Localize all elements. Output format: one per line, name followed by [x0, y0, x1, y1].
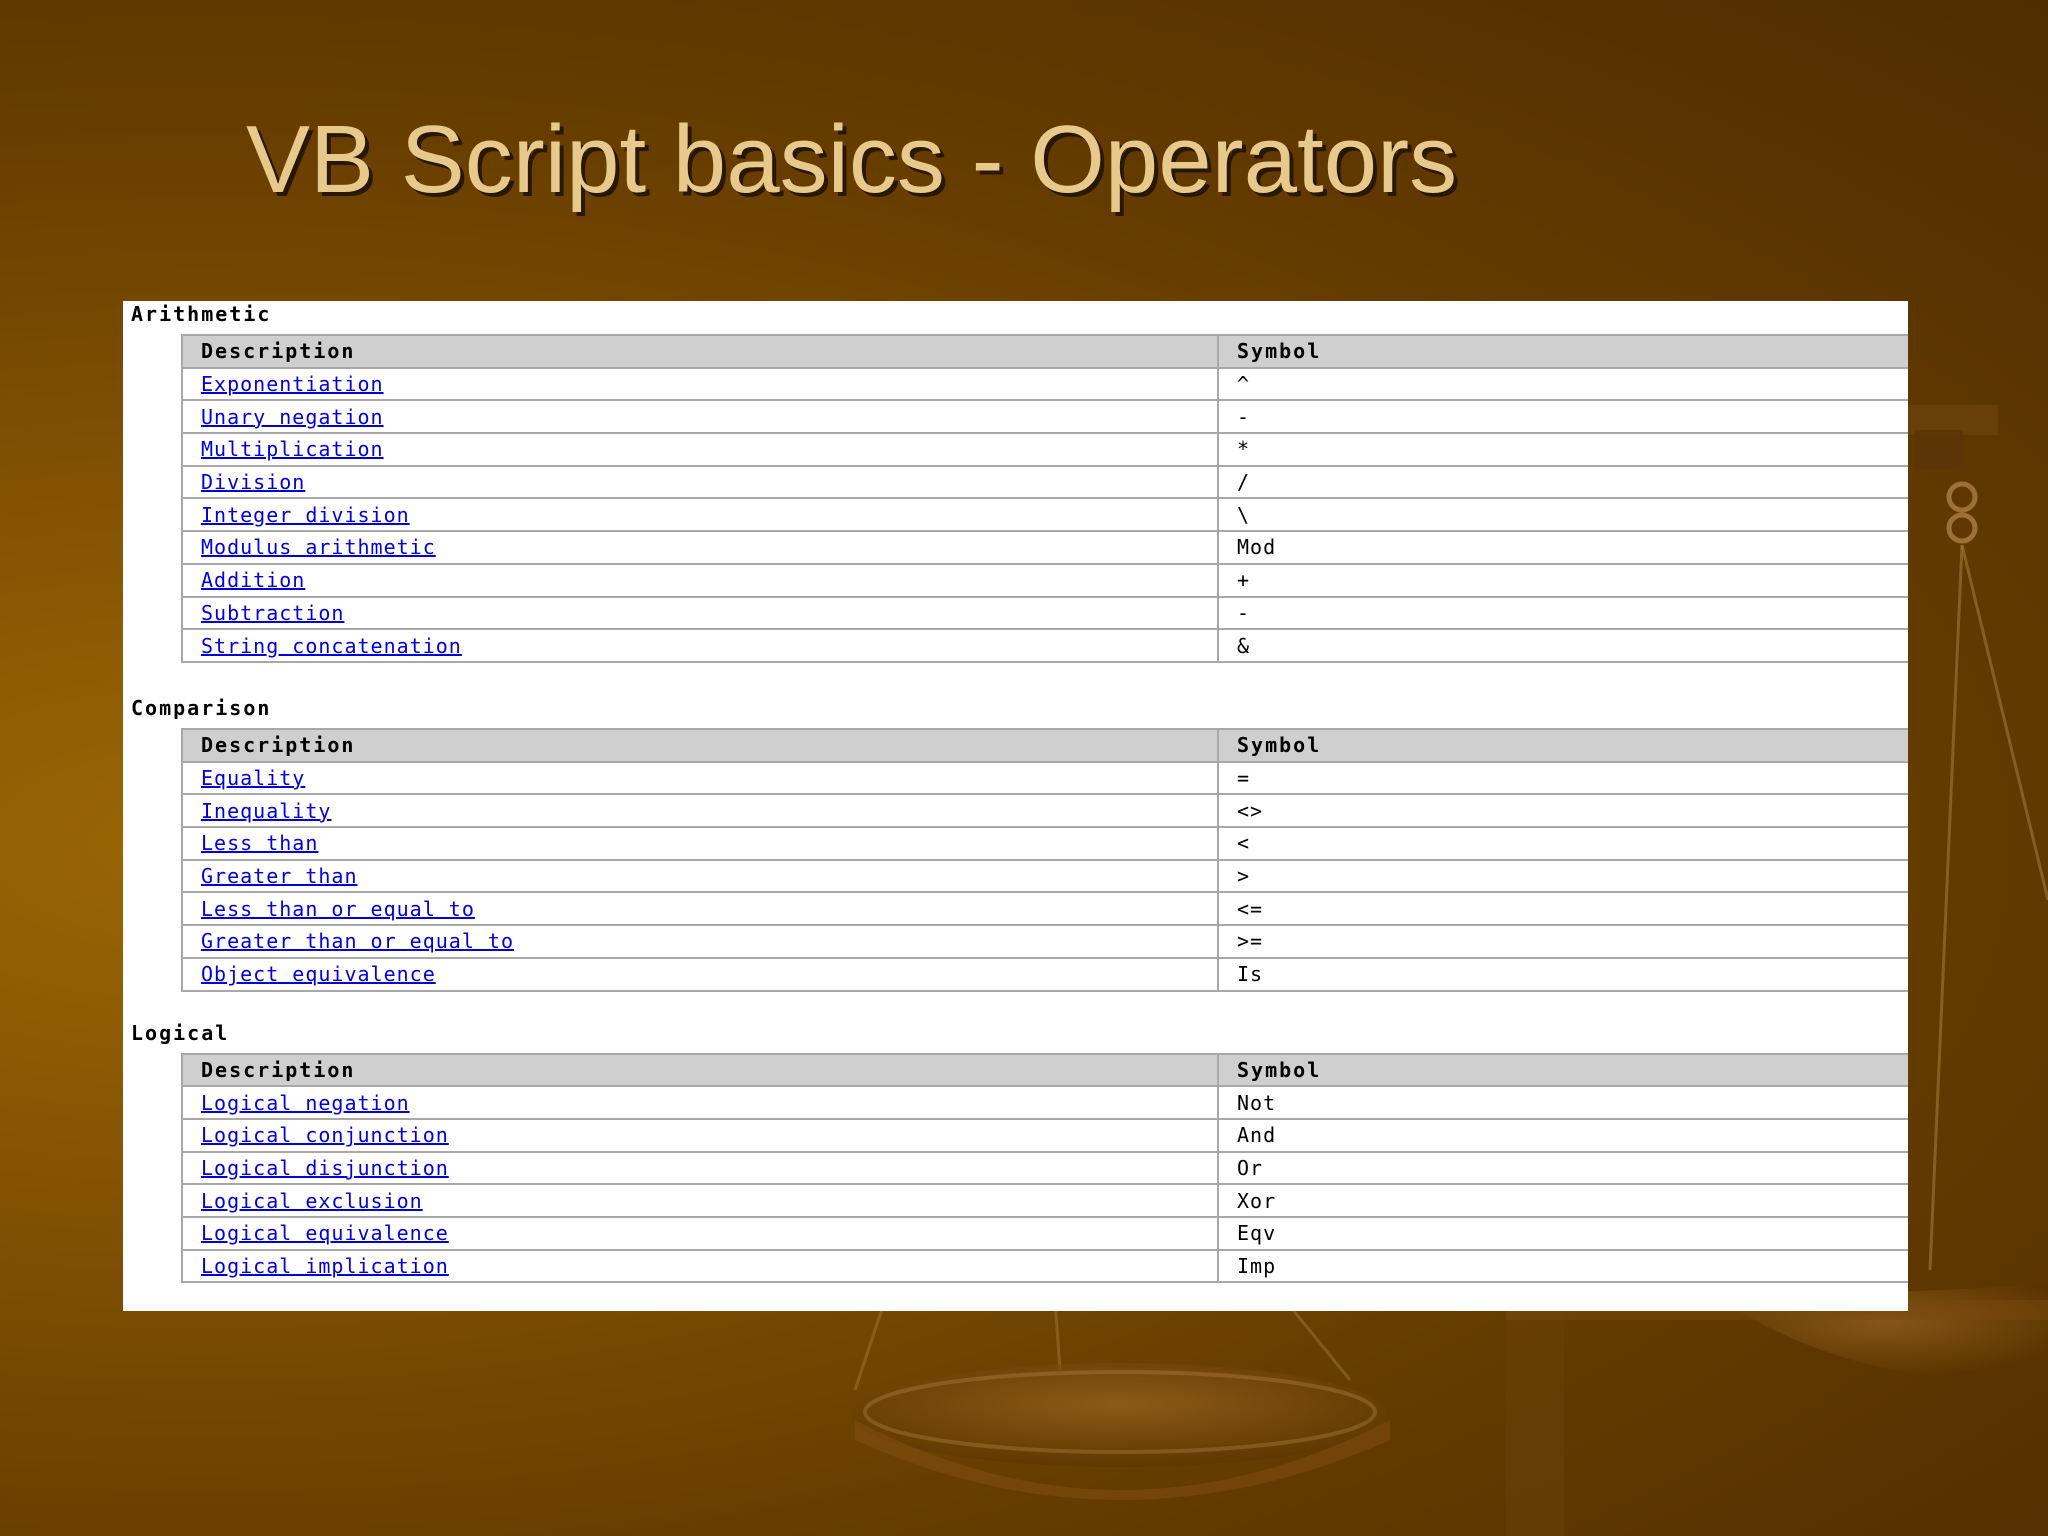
description-cell — [182, 1184, 1218, 1217]
table-header-row — [182, 335, 1908, 368]
operator-link[interactable]: Object equivalence — [201, 962, 436, 987]
symbol-cell: < — [1218, 827, 1908, 860]
symbol-cell: & — [1218, 629, 1908, 662]
operator-link[interactable]: Multiplication — [201, 437, 384, 462]
operators-table-panel — [123, 301, 1908, 1311]
table-row — [182, 794, 1908, 827]
description-cell — [182, 827, 1218, 860]
table-row — [182, 368, 1908, 401]
symbol-cell: \ — [1218, 498, 1908, 531]
column-header-symbol: Symbol — [1218, 729, 1908, 762]
operator-link[interactable]: Subtraction — [201, 600, 345, 625]
description-cell — [182, 466, 1218, 499]
operator-link[interactable]: Integer division — [201, 502, 410, 527]
operator-link[interactable]: Unary negation — [201, 404, 384, 429]
operator-link[interactable]: String concatenation — [201, 633, 462, 658]
description-cell — [182, 1086, 1218, 1119]
operator-link[interactable]: Modulus arithmetic — [201, 535, 436, 560]
table-row — [182, 466, 1908, 499]
table-row — [182, 1250, 1908, 1283]
table-row — [182, 531, 1908, 564]
table-row — [182, 597, 1908, 630]
table-row — [182, 1152, 1908, 1185]
operator-table-comparison — [181, 728, 1908, 992]
operator-link[interactable]: Inequality — [201, 798, 332, 823]
operator-link[interactable]: Exponentiation — [201, 372, 384, 397]
symbol-cell: - — [1218, 597, 1908, 630]
operator-table-arithmetic — [181, 334, 1908, 663]
column-header-symbol: Symbol — [1218, 1054, 1908, 1087]
section-label-logical: Logical — [131, 1020, 230, 1045]
table-row — [182, 1184, 1908, 1217]
symbol-cell: Or — [1218, 1152, 1908, 1185]
operator-link[interactable]: Greater than — [201, 864, 358, 889]
table-row — [182, 433, 1908, 466]
description-cell — [182, 1217, 1218, 1250]
table-header-row — [182, 1054, 1908, 1087]
table-row — [182, 860, 1908, 893]
operator-link[interactable]: Greater than or equal to — [201, 929, 514, 954]
table-row — [182, 400, 1908, 433]
operator-link[interactable]: Logical disjunction — [201, 1156, 449, 1180]
description-cell — [182, 368, 1218, 401]
section-label-arithmetic: Arithmetic — [131, 302, 272, 326]
operator-link[interactable]: Logical implication — [201, 1254, 449, 1279]
operator-link[interactable]: Equality — [201, 766, 306, 791]
symbol-cell: Mod — [1218, 531, 1908, 564]
operator-link[interactable]: Less than or equal to — [201, 896, 475, 921]
symbol-cell: ^ — [1218, 368, 1908, 401]
table-row — [182, 892, 1908, 925]
description-cell — [182, 762, 1218, 795]
operator-table-logical — [181, 1053, 1908, 1284]
table-row — [182, 564, 1908, 597]
table-header-row — [182, 729, 1908, 762]
operator-link[interactable]: Logical exclusion — [201, 1188, 423, 1213]
description-cell — [182, 1119, 1218, 1152]
description-cell — [182, 531, 1218, 564]
section-label-comparison: Comparison — [131, 696, 272, 720]
symbol-cell: And — [1218, 1119, 1908, 1152]
description-cell — [182, 1250, 1218, 1283]
symbol-cell: Xor — [1218, 1184, 1908, 1217]
column-header-symbol: Symbol — [1218, 335, 1908, 368]
table-row — [182, 925, 1908, 958]
symbol-cell: * — [1218, 433, 1908, 466]
operator-link[interactable]: Logical conjunction — [201, 1123, 449, 1148]
operator-link[interactable]: Addition — [201, 568, 306, 593]
table-row — [182, 1119, 1908, 1152]
description-cell — [182, 1152, 1218, 1185]
description-cell — [182, 597, 1218, 630]
description-cell — [182, 629, 1218, 662]
symbol-cell: Is — [1218, 958, 1908, 991]
table-row — [182, 1086, 1908, 1119]
description-cell — [182, 564, 1218, 597]
symbol-cell: + — [1218, 564, 1908, 597]
description-cell — [182, 498, 1218, 531]
symbol-cell: Not — [1218, 1086, 1908, 1119]
description-cell — [182, 892, 1218, 925]
operator-link[interactable]: Less than — [201, 831, 319, 856]
description-cell — [182, 400, 1218, 433]
table-row — [182, 827, 1908, 860]
column-header-description: Description — [182, 729, 1218, 762]
description-cell — [182, 958, 1218, 991]
column-header-description: Description — [182, 335, 1218, 368]
symbol-cell: <= — [1218, 892, 1908, 925]
operator-link[interactable]: Logical negation — [201, 1090, 410, 1115]
symbol-cell: > — [1218, 860, 1908, 893]
table-row — [182, 629, 1908, 662]
operator-link[interactable]: Logical equivalence — [201, 1221, 449, 1246]
description-cell — [182, 860, 1218, 893]
symbol-cell: <> — [1218, 794, 1908, 827]
table-row — [182, 958, 1908, 991]
operator-link[interactable]: Division — [201, 470, 306, 495]
table-row — [182, 762, 1908, 795]
slide-title: VB Script basics - Operators — [246, 106, 1458, 213]
description-cell — [182, 925, 1218, 958]
symbol-cell: / — [1218, 466, 1908, 499]
table-row — [182, 1217, 1908, 1250]
symbol-cell: = — [1218, 762, 1908, 795]
symbol-cell: - — [1218, 400, 1908, 433]
description-cell — [182, 433, 1218, 466]
table-row — [182, 498, 1908, 531]
symbol-cell: Eqv — [1218, 1217, 1908, 1250]
description-cell — [182, 794, 1218, 827]
symbol-cell: >= — [1218, 925, 1908, 958]
column-header-description: Description — [182, 1054, 1218, 1087]
symbol-cell: Imp — [1218, 1250, 1908, 1283]
